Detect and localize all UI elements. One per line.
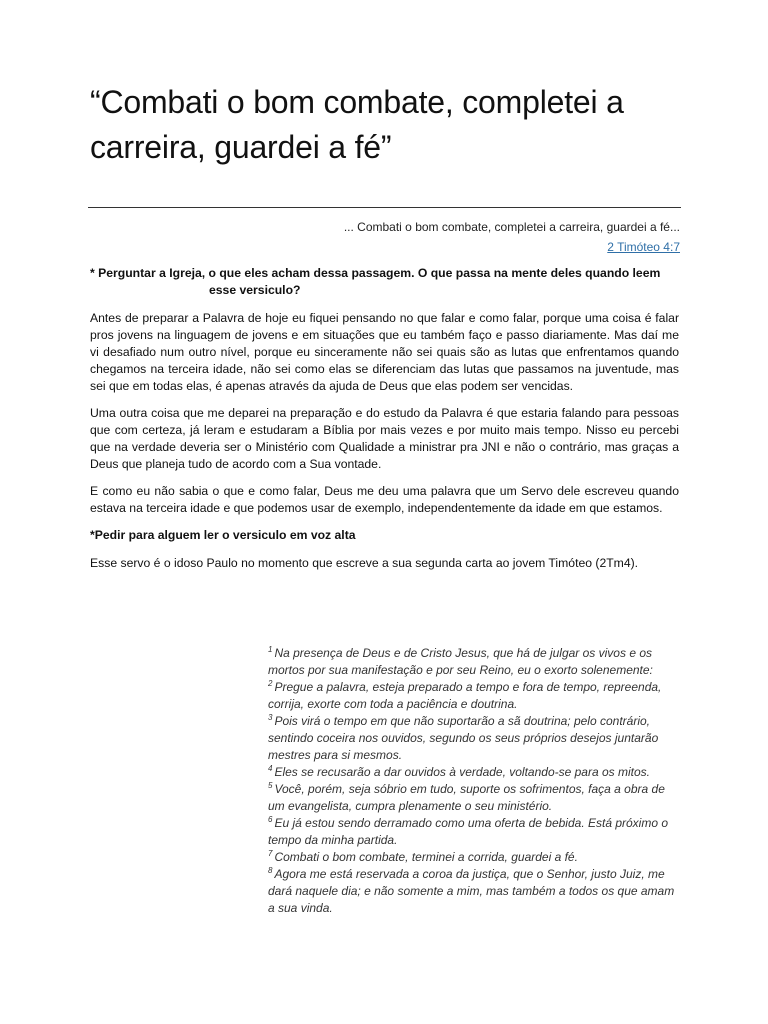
verse-text: Eu já estou sendo derramado como uma oferta de bebida. Está próximo o tempo da minha partida. <box>268 816 669 847</box>
verse-number: 6 <box>268 815 273 824</box>
verse-6 <box>268 815 680 849</box>
instruction-note-1-line1: * Perguntar a Igreja, o que eles acham dessa passagem. O que passa na mente deles quando leem <box>90 266 661 280</box>
verse-text: Agora me está reservada a coroa da justiça, que o Senhor, justo Juiz, me dará naquele dia; e não somente a mim, mas também a todos os que amam a sua vinda. <box>268 867 675 915</box>
verse-4 <box>268 764 680 781</box>
verse-number: 5 <box>268 781 273 790</box>
verse-1 <box>268 645 680 679</box>
scripture-passage <box>268 645 680 917</box>
verse-text: Na presença de Deus e de Cristo Jesus, que há de julgar os vivos e os mortos por sua manifestação e por seu Reino, eu o exorto solenemente: <box>268 646 653 677</box>
paragraph-1: Antes de preparar a Palavra de hoje eu fiquei pensando no que falar e como falar, porque uma coisa é falar pros jovens na linguagem de jovens e em situações que eu também faço e passo diariamente. Mas daí me vi desafiado num outro nível, porque eu sinceramente não sei quais são as lutas que enfrentamos quando chegamos na terceira idade, não sei como elas se diferenciam das lutas que passamos na juventude, mas sei que em todas elas, é apenas através da ajuda de Deus que elas podem ser vencidas. <box>90 311 679 393</box>
instruction-note-1 <box>90 265 679 299</box>
verse-7 <box>268 849 680 866</box>
verse-number: 8 <box>268 866 273 875</box>
verse-number: 3 <box>268 713 273 722</box>
verse-number: 2 <box>268 679 273 688</box>
verse-number: 1 <box>268 645 273 654</box>
verse-5 <box>268 781 680 815</box>
verse-text: Pois virá o tempo em que não suportarão a sã doutrina; pelo contrário, sentindo coceira nos ouvidos, segundo os seus próprios desejos juntarão mestres para si mesmos. <box>268 714 659 762</box>
verse-number: 7 <box>268 849 273 858</box>
epigraph <box>88 217 680 257</box>
paragraph-2: Uma outra coisa que me deparei na preparação e do estudo da Palavra é que estaria falando para pessoas que com certeza, já leram e estudaram a Bíblia por mais vezes e por muito mais tempo. Nisso eu percebi que na verdade deveria ser o Ministério com Qualidade a ministrar pra JNI e não o contrário, mas graças a Deus que planeja tudo de acordo com a Sua vontade. <box>90 406 679 471</box>
paragraph-3: E como eu não sabia o que e como falar, Deus me deu uma palavra que um Servo dele escreveu quando estava na terceira idade e que podemos usar de exemplo, independentemente da idade em que estamos. <box>90 484 679 515</box>
verse-text: Eles se recusarão a dar ouvidos à verdade, voltando-se para os mitos. <box>274 765 650 779</box>
instruction-note-2: *Pedir para alguem ler o versiculo em voz alta <box>90 528 356 542</box>
document-title: “Combati o bom combate, completei a carreira, guardei a fé” <box>90 84 624 165</box>
instruction-note-1-line2: esse versiculo? <box>209 283 301 297</box>
epigraph-quote: ... Combati o bom combate, completei a carreira, guardei a fé... <box>343 220 680 234</box>
verse-8 <box>268 866 680 917</box>
verse-3 <box>268 713 680 764</box>
epigraph-reference-link[interactable]: 2 Timóteo 4:7 <box>607 240 680 254</box>
verse-text: Pregue a palavra, esteja preparado a tempo e fora de tempo, repreenda, corrija, exorte com toda a paciência e doutrina. <box>268 680 662 711</box>
intro-paragraph: Esse servo é o idoso Paulo no momento que escreve a sua segunda carta ao jovem Timóteo (2Tm4). <box>90 556 639 570</box>
document-body <box>90 265 679 580</box>
verse-number: 4 <box>268 764 273 773</box>
verse-text: Combati o bom combate, terminei a corrida, guardei a fé. <box>274 850 578 864</box>
verse-2 <box>268 679 680 713</box>
title-divider <box>88 207 681 208</box>
verse-text: Você, porém, seja sóbrio em tudo, suporte os sofrimentos, faça a obra de um evangelista, cumpra plenamente o seu ministério. <box>268 782 665 813</box>
